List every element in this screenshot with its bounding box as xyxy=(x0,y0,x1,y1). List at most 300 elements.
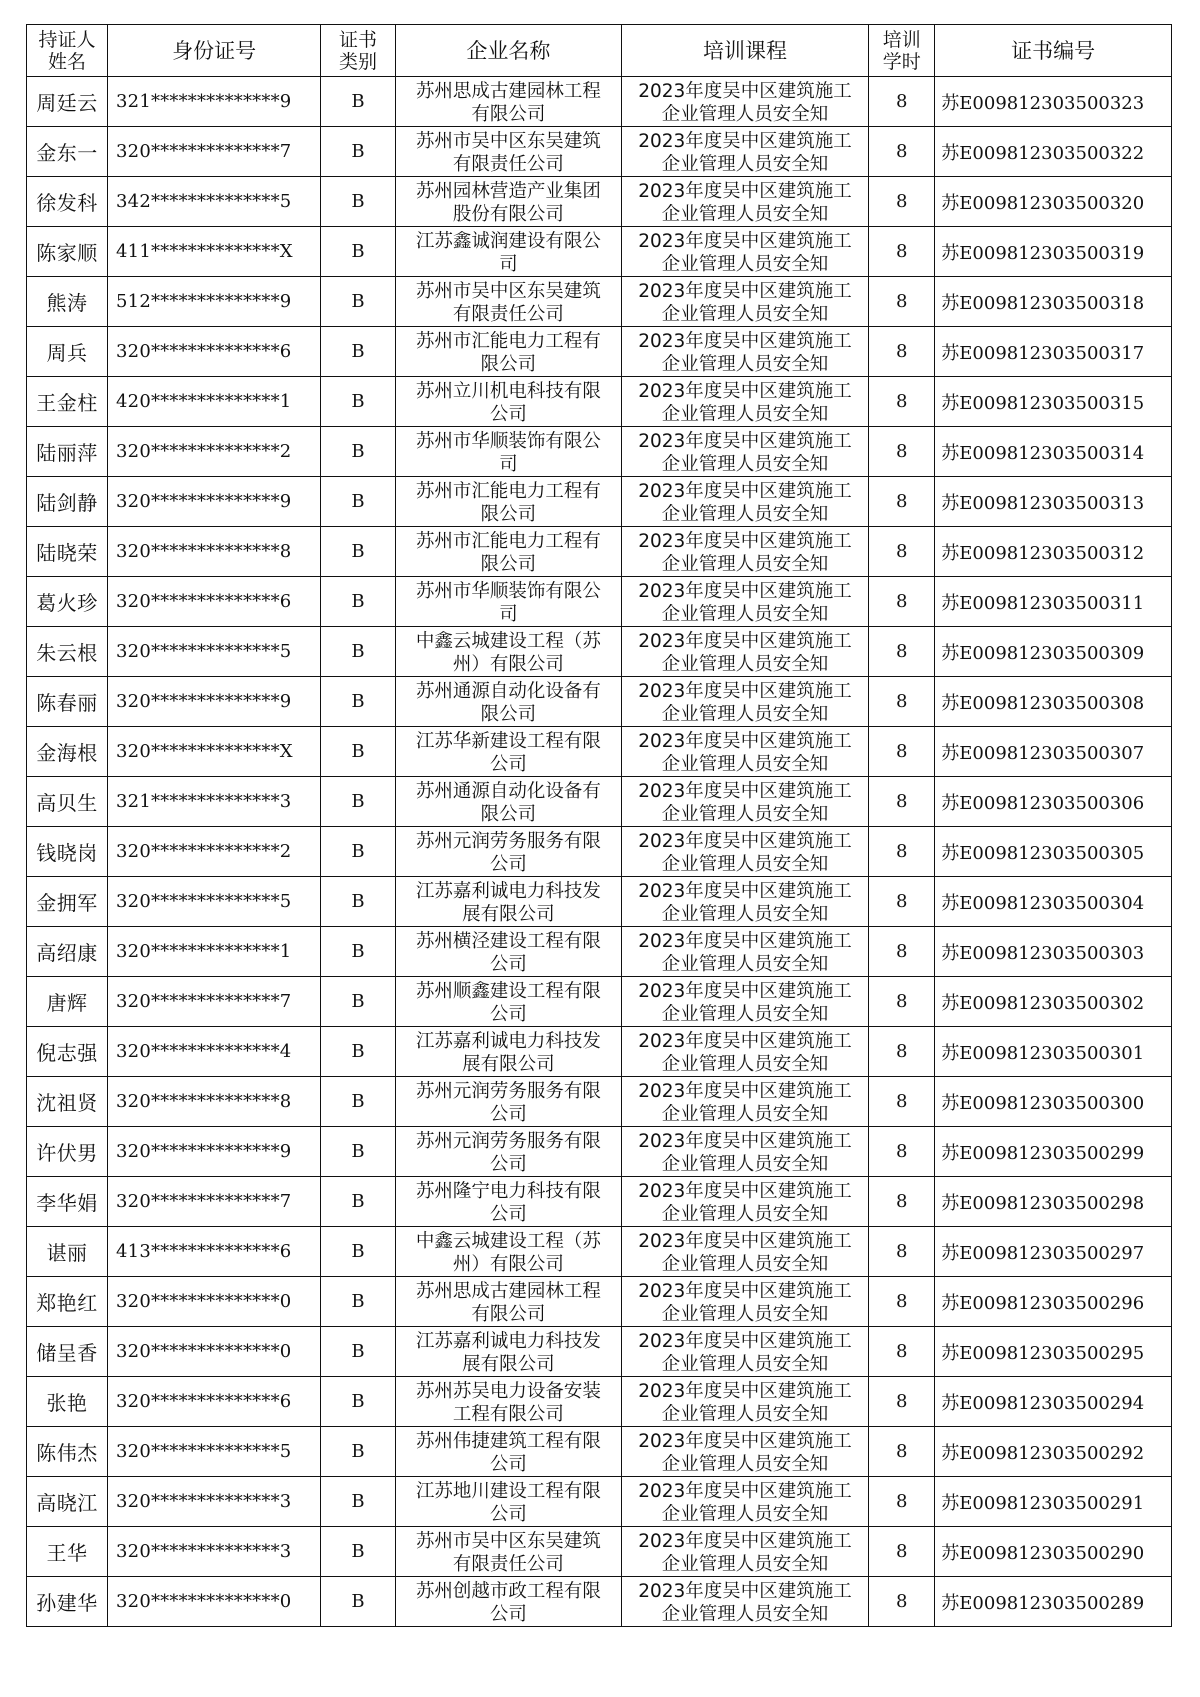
certificate-number-cell: 苏E009812303500309 xyxy=(935,627,1172,677)
company-name-text: 苏州元润劳务服务有限公司 xyxy=(415,831,601,875)
certificate-number-cell: 苏E009812303500297 xyxy=(935,1227,1172,1277)
table-row xyxy=(27,1527,1172,1577)
certificate-type-cell: B xyxy=(321,627,396,677)
company-name-cell xyxy=(395,1527,621,1577)
training-course-cell xyxy=(621,1577,868,1627)
training-course-text: 2023年度吴中区建筑施工企业管理人员安全知 xyxy=(638,1431,852,1475)
id-number-cell: 320**************0 xyxy=(108,1327,321,1377)
certificate-number-cell: 苏E009812303500290 xyxy=(935,1527,1172,1577)
certificate-type-cell: B xyxy=(321,1377,396,1427)
holder-name-cell: 陈伟杰 xyxy=(27,1427,108,1477)
training-course-text: 2023年度吴中区建筑施工企业管理人员安全知 xyxy=(638,731,852,775)
training-hours-cell: 8 xyxy=(869,627,935,677)
holder-name-cell: 唐辉 xyxy=(27,977,108,1027)
training-course-text: 2023年度吴中区建筑施工企业管理人员安全知 xyxy=(638,81,852,125)
training-hours-cell: 8 xyxy=(869,577,935,627)
certificate-number-cell: 苏E009812303500314 xyxy=(935,427,1172,477)
training-course-text: 2023年度吴中区建筑施工企业管理人员安全知 xyxy=(638,781,852,825)
training-course-text: 2023年度吴中区建筑施工企业管理人员安全知 xyxy=(638,431,852,475)
table-row xyxy=(27,227,1172,277)
certificate-number-cell: 苏E009812303500307 xyxy=(935,727,1172,777)
training-hours-cell: 8 xyxy=(869,727,935,777)
company-name-cell xyxy=(395,627,621,677)
certificate-type-cell: B xyxy=(321,1277,396,1327)
table-row xyxy=(27,127,1172,177)
id-number-cell: 320**************8 xyxy=(108,1077,321,1127)
company-name-cell xyxy=(395,427,621,477)
certificate-type-cell: B xyxy=(321,227,396,277)
certificate-type-cell: B xyxy=(321,1427,396,1477)
id-number-cell: 320**************3 xyxy=(108,1527,321,1577)
company-name-text: 中鑫云城建设工程（苏州）有限公司 xyxy=(415,1231,601,1275)
training-hours-cell: 8 xyxy=(869,277,935,327)
training-course-text: 2023年度吴中区建筑施工企业管理人员安全知 xyxy=(638,1181,852,1225)
company-name-cell xyxy=(395,727,621,777)
header-company-name: 企业名称 xyxy=(395,25,621,77)
certificate-type-cell: B xyxy=(321,77,396,127)
training-course-text: 2023年度吴中区建筑施工企业管理人员安全知 xyxy=(638,481,852,525)
company-name-text: 江苏华新建设工程有限公司 xyxy=(415,731,601,775)
company-name-text: 苏州市吴中区东吴建筑有限责任公司 xyxy=(415,1531,601,1575)
certificate-number-cell: 苏E009812303500301 xyxy=(935,1027,1172,1077)
id-number-cell: 320**************4 xyxy=(108,1027,321,1077)
table-row xyxy=(27,1227,1172,1277)
company-name-cell xyxy=(395,827,621,877)
header-training-hours: 培训 学时 xyxy=(869,25,935,77)
company-name-text: 苏州市汇能电力工程有限公司 xyxy=(415,331,601,375)
training-course-text: 2023年度吴中区建筑施工企业管理人员安全知 xyxy=(638,281,852,325)
table-row xyxy=(27,1577,1172,1627)
company-name-text: 苏州市吴中区东吴建筑有限责任公司 xyxy=(415,131,601,175)
certificate-number-cell: 苏E009812303500315 xyxy=(935,377,1172,427)
certificate-number-cell: 苏E009812303500320 xyxy=(935,177,1172,227)
certificate-type-cell: B xyxy=(321,1527,396,1577)
holder-name-cell: 谌丽 xyxy=(27,1227,108,1277)
certificate-number-cell: 苏E009812303500299 xyxy=(935,1127,1172,1177)
company-name-cell xyxy=(395,1427,621,1477)
training-course-text: 2023年度吴中区建筑施工企业管理人员安全知 xyxy=(638,1331,852,1375)
certificate-number-cell: 苏E009812303500296 xyxy=(935,1277,1172,1327)
table-row xyxy=(27,677,1172,727)
training-course-cell xyxy=(621,727,868,777)
company-name-text: 江苏鑫诚润建设有限公司 xyxy=(415,231,601,275)
training-course-text: 2023年度吴中区建筑施工企业管理人员安全知 xyxy=(638,1481,852,1525)
certificate-type-cell: B xyxy=(321,1327,396,1377)
training-course-cell xyxy=(621,527,868,577)
training-course-cell xyxy=(621,1027,868,1077)
id-number-cell: 411**************X xyxy=(108,227,321,277)
holder-name-cell: 金东一 xyxy=(27,127,108,177)
table-row xyxy=(27,727,1172,777)
id-number-cell: 320**************6 xyxy=(108,577,321,627)
table-body xyxy=(27,77,1172,1627)
company-name-cell xyxy=(395,327,621,377)
holder-name-cell: 李华娟 xyxy=(27,1177,108,1227)
id-number-cell: 320**************6 xyxy=(108,327,321,377)
holder-name-cell: 郑艳红 xyxy=(27,1277,108,1327)
company-name-text: 江苏地川建设工程有限公司 xyxy=(415,1481,601,1525)
company-name-text: 苏州思成古建园林工程有限公司 xyxy=(415,81,601,125)
certificate-type-cell: B xyxy=(321,677,396,727)
company-name-cell xyxy=(395,1077,621,1127)
certificate-number-cell: 苏E009812303500308 xyxy=(935,677,1172,727)
holder-name-cell: 陆剑静 xyxy=(27,477,108,527)
training-course-cell xyxy=(621,1227,868,1277)
certificate-number-cell: 苏E009812303500323 xyxy=(935,77,1172,127)
table-row xyxy=(27,427,1172,477)
training-course-text: 2023年度吴中区建筑施工企业管理人员安全知 xyxy=(638,931,852,975)
training-course-cell xyxy=(621,877,868,927)
certificate-type-cell: B xyxy=(321,577,396,627)
holder-name-cell: 孙建华 xyxy=(27,1577,108,1627)
training-hours-cell: 8 xyxy=(869,377,935,427)
holder-name-cell: 徐发科 xyxy=(27,177,108,227)
table-row xyxy=(27,577,1172,627)
holder-name-cell: 朱云根 xyxy=(27,627,108,677)
training-hours-cell: 8 xyxy=(869,827,935,877)
header-row xyxy=(27,25,1172,77)
training-course-cell xyxy=(621,577,868,627)
id-number-cell: 320**************6 xyxy=(108,1377,321,1427)
training-hours-cell: 8 xyxy=(869,177,935,227)
certificate-type-cell: B xyxy=(321,1227,396,1277)
table-row xyxy=(27,377,1172,427)
certificate-type-cell: B xyxy=(321,1027,396,1077)
company-name-text: 江苏嘉利诚电力科技发展有限公司 xyxy=(415,881,601,925)
table-row xyxy=(27,1477,1172,1527)
training-course-text: 2023年度吴中区建筑施工企业管理人员安全知 xyxy=(638,681,852,725)
table-row xyxy=(27,1427,1172,1477)
company-name-text: 中鑫云城建设工程（苏州）有限公司 xyxy=(415,631,601,675)
training-course-cell xyxy=(621,1077,868,1127)
id-number-cell: 320**************7 xyxy=(108,1177,321,1227)
company-name-text: 苏州元润劳务服务有限公司 xyxy=(415,1131,601,1175)
training-course-cell xyxy=(621,977,868,1027)
certificate-holder-table xyxy=(26,24,1172,1627)
certificate-type-cell: B xyxy=(321,1127,396,1177)
id-number-cell: 413**************6 xyxy=(108,1227,321,1277)
training-hours-cell: 8 xyxy=(869,527,935,577)
holder-name-cell: 周兵 xyxy=(27,327,108,377)
company-name-text: 苏州创越市政工程有限公司 xyxy=(415,1581,601,1625)
certificate-number-cell: 苏E009812303500295 xyxy=(935,1327,1172,1377)
table-row xyxy=(27,277,1172,327)
table-row xyxy=(27,627,1172,677)
company-name-text: 苏州园林营造产业集团股份有限公司 xyxy=(415,181,601,225)
training-course-text: 2023年度吴中区建筑施工企业管理人员安全知 xyxy=(638,181,852,225)
training-course-cell xyxy=(621,677,868,727)
id-number-cell: 320**************0 xyxy=(108,1577,321,1627)
table-row xyxy=(27,77,1172,127)
holder-name-cell: 倪志强 xyxy=(27,1027,108,1077)
id-number-cell: 320**************9 xyxy=(108,477,321,527)
holder-name-cell: 王金柱 xyxy=(27,377,108,427)
company-name-cell xyxy=(395,877,621,927)
certificate-type-cell: B xyxy=(321,877,396,927)
training-hours-cell: 8 xyxy=(869,77,935,127)
certificate-number-cell: 苏E009812303500306 xyxy=(935,777,1172,827)
id-number-cell: 320**************8 xyxy=(108,527,321,577)
holder-name-cell: 陈春丽 xyxy=(27,677,108,727)
company-name-text: 苏州通源自动化设备有限公司 xyxy=(415,781,601,825)
company-name-cell xyxy=(395,227,621,277)
certificate-number-cell: 苏E009812303500302 xyxy=(935,977,1172,1027)
company-name-cell xyxy=(395,527,621,577)
training-hours-cell: 8 xyxy=(869,1577,935,1627)
certificate-number-cell: 苏E009812303500319 xyxy=(935,227,1172,277)
id-number-cell: 320**************0 xyxy=(108,1277,321,1327)
company-name-cell xyxy=(395,377,621,427)
training-course-cell xyxy=(621,1527,868,1577)
holder-name-cell: 周廷云 xyxy=(27,77,108,127)
company-name-cell xyxy=(395,277,621,327)
training-hours-cell: 8 xyxy=(869,227,935,277)
certificate-type-cell: B xyxy=(321,177,396,227)
training-course-text: 2023年度吴中区建筑施工企业管理人员安全知 xyxy=(638,1381,852,1425)
training-course-cell xyxy=(621,1377,868,1427)
training-hours-cell: 8 xyxy=(869,1527,935,1577)
id-number-cell: 321**************3 xyxy=(108,777,321,827)
id-number-cell: 320**************5 xyxy=(108,877,321,927)
id-number-cell: 320**************9 xyxy=(108,1127,321,1177)
id-number-cell: 320**************5 xyxy=(108,1427,321,1477)
training-hours-cell: 8 xyxy=(869,1477,935,1527)
certificate-number-cell: 苏E009812303500317 xyxy=(935,327,1172,377)
training-course-cell xyxy=(621,77,868,127)
training-hours-cell: 8 xyxy=(869,927,935,977)
certificate-number-cell: 苏E009812303500313 xyxy=(935,477,1172,527)
company-name-cell xyxy=(395,1477,621,1527)
company-name-cell xyxy=(395,777,621,827)
training-course-text: 2023年度吴中区建筑施工企业管理人员安全知 xyxy=(638,1281,852,1325)
certificate-number-cell: 苏E009812303500294 xyxy=(935,1377,1172,1427)
training-hours-cell: 8 xyxy=(869,777,935,827)
training-hours-cell: 8 xyxy=(869,1077,935,1127)
company-name-cell xyxy=(395,1177,621,1227)
training-course-text: 2023年度吴中区建筑施工企业管理人员安全知 xyxy=(638,331,852,375)
company-name-cell xyxy=(395,1277,621,1327)
certificate-number-cell: 苏E009812303500312 xyxy=(935,527,1172,577)
training-course-cell xyxy=(621,1477,868,1527)
company-name-text: 苏州市华顺装饰有限公司 xyxy=(415,431,601,475)
training-course-cell xyxy=(621,1427,868,1477)
id-number-cell: 320**************5 xyxy=(108,627,321,677)
company-name-text: 苏州立川机电科技有限公司 xyxy=(415,381,601,425)
holder-name-cell: 熊涛 xyxy=(27,277,108,327)
company-name-text: 苏州市吴中区东吴建筑有限责任公司 xyxy=(415,281,601,325)
company-name-cell xyxy=(395,1577,621,1627)
training-course-cell xyxy=(621,277,868,327)
table-row xyxy=(27,827,1172,877)
training-course-cell xyxy=(621,1327,868,1377)
training-course-text: 2023年度吴中区建筑施工企业管理人员安全知 xyxy=(638,381,852,425)
holder-name-cell: 金拥军 xyxy=(27,877,108,927)
training-course-cell xyxy=(621,427,868,477)
company-name-text: 苏州伟捷建筑工程有限公司 xyxy=(415,1431,601,1475)
holder-name-cell: 高贝生 xyxy=(27,777,108,827)
training-course-text: 2023年度吴中区建筑施工企业管理人员安全知 xyxy=(638,581,852,625)
table-row xyxy=(27,1377,1172,1427)
certificate-type-cell: B xyxy=(321,427,396,477)
holder-name-cell: 陈家顺 xyxy=(27,227,108,277)
training-course-cell xyxy=(621,627,868,677)
holder-name-cell: 钱晓岗 xyxy=(27,827,108,877)
holder-name-cell: 沈祖贤 xyxy=(27,1077,108,1127)
training-hours-cell: 8 xyxy=(869,977,935,1027)
id-number-cell: 420**************1 xyxy=(108,377,321,427)
training-course-text: 2023年度吴中区建筑施工企业管理人员安全知 xyxy=(638,1131,852,1175)
certificate-type-cell: B xyxy=(321,827,396,877)
company-name-cell xyxy=(395,1377,621,1427)
table-row xyxy=(27,527,1172,577)
table-row xyxy=(27,1127,1172,1177)
holder-name-cell: 张艳 xyxy=(27,1377,108,1427)
table-row xyxy=(27,177,1172,227)
training-course-cell xyxy=(621,827,868,877)
company-name-cell xyxy=(395,127,621,177)
header-holder-name: 持证人 姓名 xyxy=(27,25,108,77)
certificate-number-cell: 苏E009812303500318 xyxy=(935,277,1172,327)
certificate-number-cell: 苏E009812303500304 xyxy=(935,877,1172,927)
certificate-type-cell: B xyxy=(321,477,396,527)
company-name-text: 江苏嘉利诚电力科技发展有限公司 xyxy=(415,1331,601,1375)
holder-name-cell: 陆晓荣 xyxy=(27,527,108,577)
company-name-text: 苏州元润劳务服务有限公司 xyxy=(415,1081,601,1125)
table-row xyxy=(27,1027,1172,1077)
certificate-number-cell: 苏E009812303500303 xyxy=(935,927,1172,977)
certificate-type-cell: B xyxy=(321,527,396,577)
training-course-cell xyxy=(621,477,868,527)
training-course-text: 2023年度吴中区建筑施工企业管理人员安全知 xyxy=(638,1531,852,1575)
training-hours-cell: 8 xyxy=(869,1377,935,1427)
table-row xyxy=(27,777,1172,827)
certificate-type-cell: B xyxy=(321,277,396,327)
training-hours-cell: 8 xyxy=(869,1127,935,1177)
training-course-text: 2023年度吴中区建筑施工企业管理人员安全知 xyxy=(638,1581,852,1625)
company-name-text: 江苏嘉利诚电力科技发展有限公司 xyxy=(415,1031,601,1075)
training-hours-cell: 8 xyxy=(869,477,935,527)
training-course-text: 2023年度吴中区建筑施工企业管理人员安全知 xyxy=(638,881,852,925)
id-number-cell: 512**************9 xyxy=(108,277,321,327)
training-hours-cell: 8 xyxy=(869,1227,935,1277)
training-hours-cell: 8 xyxy=(869,877,935,927)
holder-name-cell: 陆丽萍 xyxy=(27,427,108,477)
holder-name-cell: 高晓江 xyxy=(27,1477,108,1527)
training-course-cell xyxy=(621,177,868,227)
id-number-cell: 321**************9 xyxy=(108,77,321,127)
header-certificate-type: 证书 类别 xyxy=(321,25,396,77)
training-course-text: 2023年度吴中区建筑施工企业管理人员安全知 xyxy=(638,1081,852,1125)
training-course-text: 2023年度吴中区建筑施工企业管理人员安全知 xyxy=(638,631,852,675)
id-number-cell: 320**************7 xyxy=(108,977,321,1027)
training-course-text: 2023年度吴中区建筑施工企业管理人员安全知 xyxy=(638,531,852,575)
training-course-text: 2023年度吴中区建筑施工企业管理人员安全知 xyxy=(638,1231,852,1275)
training-course-cell xyxy=(621,327,868,377)
training-course-text: 2023年度吴中区建筑施工企业管理人员安全知 xyxy=(638,131,852,175)
holder-name-cell: 葛火珍 xyxy=(27,577,108,627)
company-name-text: 苏州隆宁电力科技有限公司 xyxy=(415,1181,601,1225)
company-name-text: 苏州苏吴电力设备安装工程有限公司 xyxy=(415,1381,601,1425)
training-course-text: 2023年度吴中区建筑施工企业管理人员安全知 xyxy=(638,831,852,875)
training-course-cell xyxy=(621,1177,868,1227)
training-course-cell xyxy=(621,927,868,977)
holder-name-cell: 王华 xyxy=(27,1527,108,1577)
company-name-cell xyxy=(395,577,621,627)
id-number-cell: 320**************2 xyxy=(108,427,321,477)
training-course-cell xyxy=(621,1127,868,1177)
training-course-cell xyxy=(621,1277,868,1327)
certificate-number-cell: 苏E009812303500289 xyxy=(935,1577,1172,1627)
table-row xyxy=(27,477,1172,527)
certificate-number-cell: 苏E009812303500322 xyxy=(935,127,1172,177)
company-name-text: 苏州通源自动化设备有限公司 xyxy=(415,681,601,725)
certificate-type-cell: B xyxy=(321,977,396,1027)
company-name-text: 苏州横泾建设工程有限公司 xyxy=(415,931,601,975)
training-hours-cell: 8 xyxy=(869,327,935,377)
holder-name-cell: 储呈香 xyxy=(27,1327,108,1377)
certificate-type-cell: B xyxy=(321,927,396,977)
table-row xyxy=(27,1277,1172,1327)
company-name-text: 苏州市汇能电力工程有限公司 xyxy=(415,531,601,575)
id-number-cell: 342**************5 xyxy=(108,177,321,227)
certificate-number-cell: 苏E009812303500311 xyxy=(935,577,1172,627)
company-name-cell xyxy=(395,1227,621,1277)
company-name-cell xyxy=(395,177,621,227)
certificate-type-cell: B xyxy=(321,327,396,377)
header-id-number: 身份证号 xyxy=(108,25,321,77)
table-row xyxy=(27,1177,1172,1227)
holder-name-cell: 许伏男 xyxy=(27,1127,108,1177)
training-hours-cell: 8 xyxy=(869,1177,935,1227)
company-name-cell xyxy=(395,1027,621,1077)
company-name-text: 苏州市汇能电力工程有限公司 xyxy=(415,481,601,525)
training-hours-cell: 8 xyxy=(869,677,935,727)
training-course-text: 2023年度吴中区建筑施工企业管理人员安全知 xyxy=(638,1031,852,1075)
table-header xyxy=(27,25,1172,77)
table-row xyxy=(27,877,1172,927)
table-row xyxy=(27,1327,1172,1377)
training-course-cell xyxy=(621,377,868,427)
company-name-text: 苏州思成古建园林工程有限公司 xyxy=(415,1281,601,1325)
company-name-cell xyxy=(395,927,621,977)
certificate-number-cell: 苏E009812303500298 xyxy=(935,1177,1172,1227)
training-course-cell xyxy=(621,227,868,277)
company-name-text: 苏州顺鑫建设工程有限公司 xyxy=(415,981,601,1025)
holder-name-cell: 高绍康 xyxy=(27,927,108,977)
certificate-type-cell: B xyxy=(321,1477,396,1527)
training-hours-cell: 8 xyxy=(869,1277,935,1327)
training-course-text: 2023年度吴中区建筑施工企业管理人员安全知 xyxy=(638,981,852,1025)
id-number-cell: 320**************1 xyxy=(108,927,321,977)
id-number-cell: 320**************3 xyxy=(108,1477,321,1527)
certificate-number-cell: 苏E009812303500300 xyxy=(935,1077,1172,1127)
company-name-cell xyxy=(395,677,621,727)
id-number-cell: 320**************2 xyxy=(108,827,321,877)
holder-name-cell: 金海根 xyxy=(27,727,108,777)
certificate-type-cell: B xyxy=(321,727,396,777)
certificate-type-cell: B xyxy=(321,777,396,827)
table-row xyxy=(27,1077,1172,1127)
training-course-cell xyxy=(621,777,868,827)
certificate-type-cell: B xyxy=(321,1077,396,1127)
certificate-number-cell: 苏E009812303500305 xyxy=(935,827,1172,877)
table-row xyxy=(27,977,1172,1027)
certificate-type-cell: B xyxy=(321,1177,396,1227)
header-training-course: 培训课程 xyxy=(621,25,868,77)
training-hours-cell: 8 xyxy=(869,1327,935,1377)
training-course-cell xyxy=(621,127,868,177)
table-row xyxy=(27,327,1172,377)
